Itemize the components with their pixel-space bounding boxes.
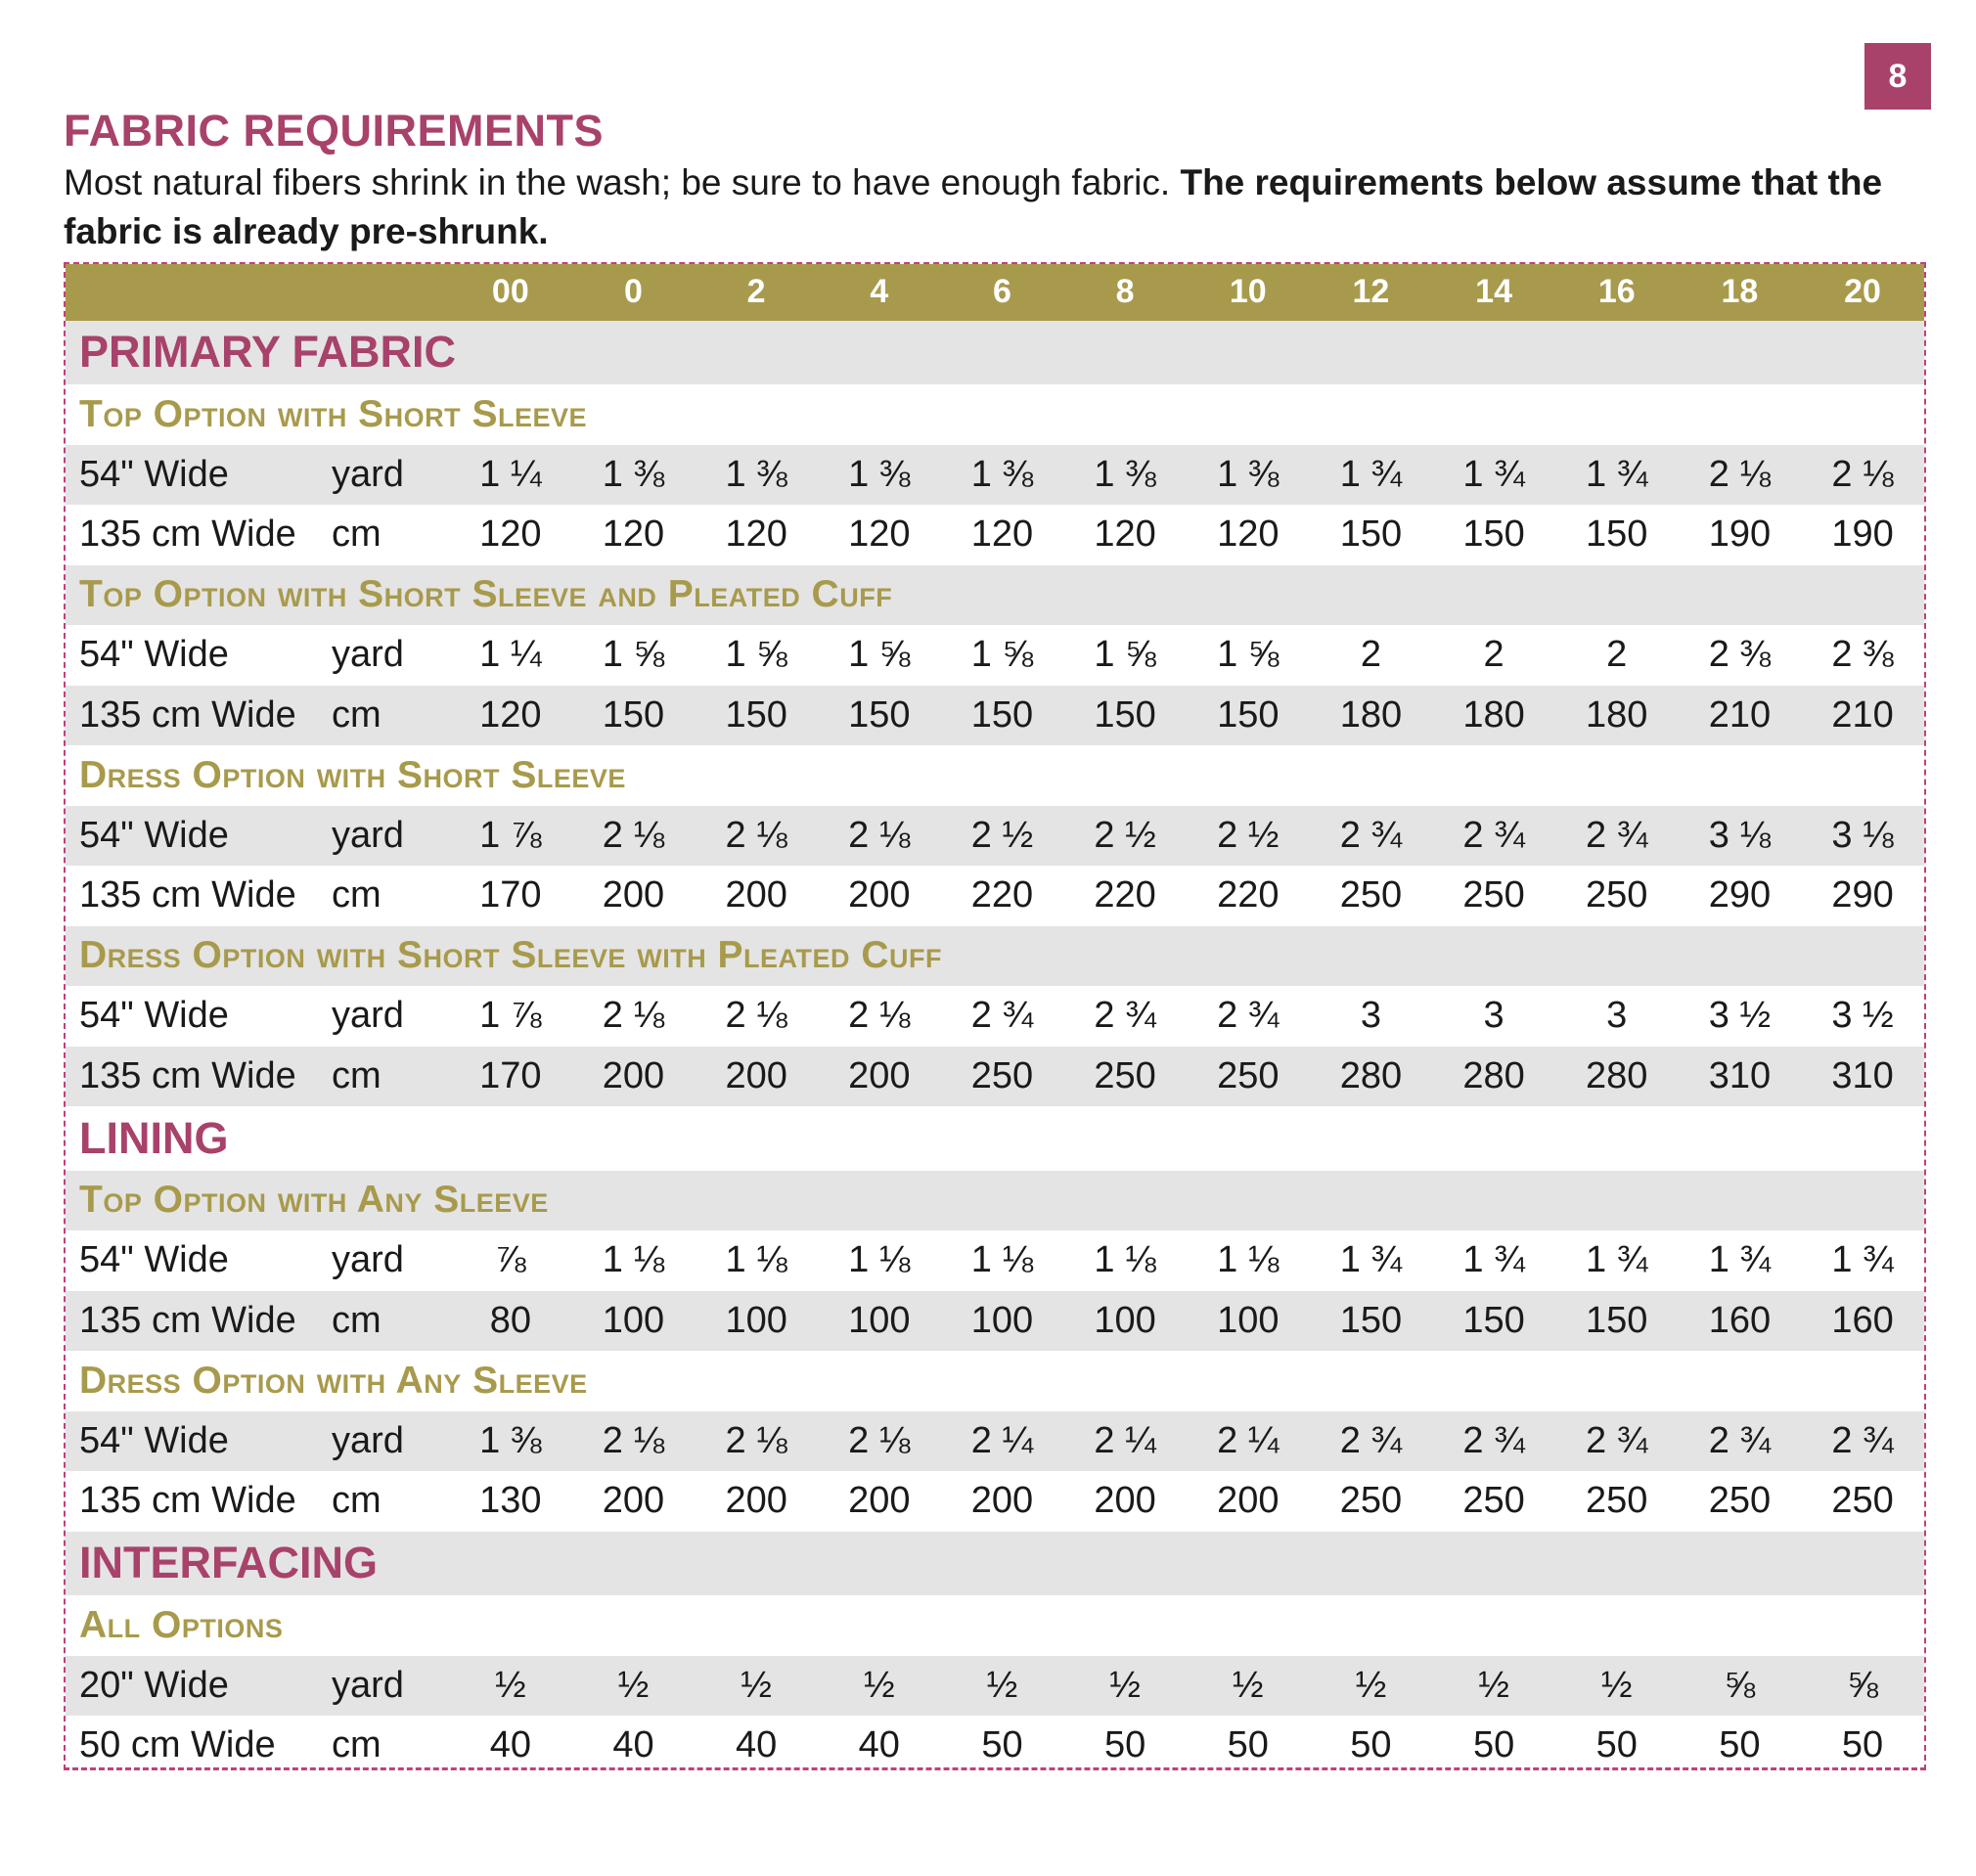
value-cell: 100 — [970, 1299, 1034, 1341]
value-cell: 2 ¾ — [1462, 814, 1525, 856]
value-cell: 180 — [1339, 693, 1403, 736]
value-cell: 120 — [848, 514, 911, 556]
table-row — [66, 445, 1924, 506]
value-cell: 150 — [1586, 1299, 1648, 1341]
value-cell: 1 ⅜ — [1094, 453, 1156, 495]
value-cell: 1 ¾ — [1462, 453, 1525, 495]
value-cell: 1 ⅝ — [1094, 634, 1156, 676]
option-row — [66, 565, 1924, 626]
section-row — [66, 1532, 1924, 1596]
value-cell: 220 — [970, 874, 1034, 916]
value-cell: 3 ⅛ — [1708, 814, 1772, 856]
value-cell: 2 ⅜ — [1708, 634, 1772, 676]
width-label: 54" Wide — [79, 995, 229, 1037]
value-cell: 40 — [858, 1724, 900, 1766]
size-header-cell: 0 — [624, 273, 643, 311]
value-cell: 1 ¾ — [1586, 453, 1648, 495]
size-header-cell: 4 — [870, 273, 889, 311]
value-cell: 1 ¾ — [1708, 1239, 1772, 1281]
unit-label: cm — [332, 693, 382, 736]
value-cell: 1 ⅞ — [479, 814, 542, 856]
value-cell: 290 — [1708, 874, 1772, 916]
value-cell: 210 — [1831, 693, 1894, 736]
value-cell: 100 — [1217, 1299, 1280, 1341]
value-cell: 1 ⅛ — [602, 1239, 665, 1281]
value-cell: 190 — [1708, 514, 1772, 556]
size-header-cell: 18 — [1721, 273, 1759, 311]
value-cell: 250 — [970, 1054, 1034, 1096]
intro-bold: The requirements below assume that the fabric is already pre-shrunk. — [64, 162, 1883, 251]
value-cell: 200 — [602, 1480, 665, 1522]
table-row — [66, 1716, 1924, 1776]
value-cell: ½ — [1109, 1664, 1141, 1706]
value-cell: 200 — [970, 1480, 1034, 1522]
value-cell: 1 ¾ — [1462, 1239, 1525, 1281]
value-cell: 160 — [1831, 1299, 1894, 1341]
page-number-badge: 8 — [1864, 43, 1931, 110]
intro-text — [64, 158, 1922, 256]
size-header-cell: 10 — [1229, 273, 1267, 311]
value-cell: 170 — [479, 874, 542, 916]
page-title: FABRIC REQUIREMENTS — [64, 106, 605, 156]
value-cell: 2 ⅛ — [725, 995, 787, 1037]
value-cell: 3 ½ — [1831, 995, 1894, 1037]
value-cell: 1 ⅝ — [1217, 634, 1280, 676]
value-cell: 120 — [1217, 514, 1280, 556]
value-cell: 2 ⅛ — [1831, 453, 1894, 495]
unit-label: cm — [332, 1054, 382, 1096]
value-cell: 290 — [1831, 874, 1894, 916]
option-heading: Dress Option with Short Sleeve with Pleated Cuff — [79, 934, 943, 977]
width-label: 50 cm Wide — [79, 1724, 276, 1766]
value-cell: ½ — [986, 1664, 1018, 1706]
option-row — [66, 926, 1924, 987]
option-row — [66, 1171, 1924, 1231]
value-cell: 2 ⅛ — [602, 814, 665, 856]
value-cell: ½ — [494, 1664, 526, 1706]
value-cell: 150 — [602, 693, 665, 736]
table-row — [66, 986, 1924, 1047]
value-cell: 2 ¾ — [1339, 814, 1403, 856]
value-cell: 2 ¾ — [1831, 1419, 1894, 1461]
width-label: 135 cm Wide — [79, 1054, 296, 1096]
unit-label: yard — [332, 634, 404, 676]
value-cell: 2 — [1360, 634, 1381, 676]
value-cell: 2 — [1483, 634, 1504, 676]
value-cell: 2 ⅛ — [848, 995, 911, 1037]
value-cell: 250 — [1094, 1054, 1156, 1096]
value-cell: 2 ½ — [1094, 814, 1156, 856]
value-cell: 2 ½ — [970, 814, 1034, 856]
value-cell: 1 ⅝ — [970, 634, 1034, 676]
value-cell: 3 — [1483, 995, 1504, 1037]
unit-label: yard — [332, 453, 404, 495]
unit-label: yard — [332, 814, 404, 856]
value-cell: 250 — [1217, 1054, 1280, 1096]
value-cell: 2 ¾ — [1708, 1419, 1772, 1461]
option-row — [66, 1595, 1924, 1656]
value-cell: 2 ⅛ — [1708, 453, 1772, 495]
value-cell: 250 — [1831, 1480, 1894, 1522]
value-cell: 100 — [602, 1299, 665, 1341]
value-cell: 1 ¾ — [1339, 1239, 1403, 1281]
size-header-cell: 16 — [1597, 273, 1636, 311]
value-cell: 200 — [725, 874, 787, 916]
value-cell: 150 — [1462, 1299, 1525, 1341]
value-cell: 2 ⅛ — [602, 1419, 665, 1461]
value-cell: 1 ⅞ — [479, 995, 542, 1037]
table-row — [66, 1411, 1924, 1472]
width-label: 54" Wide — [79, 814, 229, 856]
value-cell: 150 — [1462, 514, 1525, 556]
option-heading: Dress Option with Short Sleeve — [79, 753, 626, 796]
section-row — [66, 321, 1924, 385]
value-cell: 1 ⅛ — [725, 1239, 787, 1281]
value-cell: 200 — [725, 1480, 787, 1522]
value-cell: 280 — [1462, 1054, 1525, 1096]
value-cell: 40 — [489, 1724, 531, 1766]
width-label: 135 cm Wide — [79, 1299, 296, 1341]
value-cell: 1 ¾ — [1339, 453, 1403, 495]
value-cell: 2 ⅛ — [725, 814, 787, 856]
table-row — [66, 866, 1924, 926]
value-cell: 310 — [1831, 1054, 1894, 1096]
value-cell: 1 ⅜ — [1217, 453, 1280, 495]
width-label: 54" Wide — [79, 1419, 229, 1461]
table-row — [66, 625, 1924, 686]
value-cell: 150 — [1339, 514, 1403, 556]
value-cell: 50 — [981, 1724, 1023, 1766]
width-label: 135 cm Wide — [79, 874, 296, 916]
value-cell: 150 — [1094, 693, 1156, 736]
value-cell: 200 — [1217, 1480, 1280, 1522]
value-cell: 2 ¾ — [1339, 1419, 1403, 1461]
value-cell: 1 ⅝ — [725, 634, 787, 676]
option-heading: All Options — [79, 1603, 284, 1646]
unit-label: cm — [332, 1724, 382, 1766]
option-heading: Top Option with Short Sleeve — [79, 392, 588, 435]
value-cell: 250 — [1339, 874, 1403, 916]
value-cell: 2 — [1606, 634, 1628, 676]
value-cell: 2 ½ — [1217, 814, 1280, 856]
value-cell: 1 ⅛ — [970, 1239, 1034, 1281]
value-cell: 3 ½ — [1708, 995, 1772, 1037]
table-row — [66, 686, 1924, 746]
value-cell: 250 — [1708, 1480, 1772, 1522]
value-cell: 180 — [1462, 693, 1525, 736]
value-cell: 1 ¼ — [479, 634, 542, 676]
fabric-requirements-table — [64, 262, 1926, 1772]
value-cell: 1 ⅜ — [479, 1419, 542, 1461]
value-cell: 180 — [1586, 693, 1648, 736]
section-heading: LINING — [79, 1112, 229, 1163]
option-heading: Dress Option with Any Sleeve — [79, 1359, 588, 1402]
value-cell: 1 ¾ — [1586, 1239, 1648, 1281]
value-cell: 120 — [725, 514, 787, 556]
value-cell: 50 — [1103, 1724, 1146, 1766]
width-label: 20" Wide — [79, 1664, 229, 1706]
value-cell: 200 — [1094, 1480, 1156, 1522]
table-row — [66, 1291, 1924, 1352]
value-cell: 1 ⅜ — [848, 453, 911, 495]
value-cell: 150 — [970, 693, 1034, 736]
value-cell: 1 ¾ — [1831, 1239, 1894, 1281]
value-cell: 190 — [1831, 514, 1894, 556]
unit-label: cm — [332, 874, 382, 916]
value-cell: 170 — [479, 1054, 542, 1096]
size-header-cell: 12 — [1352, 273, 1390, 311]
value-cell: 3 — [1606, 995, 1628, 1037]
value-cell: 150 — [1586, 514, 1648, 556]
value-cell: 2 ¾ — [1094, 995, 1156, 1037]
value-cell: 1 ⅝ — [602, 634, 665, 676]
value-cell: 120 — [479, 693, 542, 736]
table-row — [66, 806, 1924, 867]
value-cell: 200 — [848, 1054, 911, 1096]
value-cell: 150 — [1339, 1299, 1403, 1341]
size-header-cell: 14 — [1475, 273, 1512, 311]
value-cell: 2 ¾ — [1586, 1419, 1648, 1461]
size-header-cell: 8 — [1115, 273, 1135, 311]
table-row — [66, 505, 1924, 565]
value-cell: 40 — [736, 1724, 778, 1766]
value-cell: 2 ¾ — [1462, 1419, 1525, 1461]
value-cell: 50 — [1350, 1724, 1392, 1766]
value-cell: 1 ⅜ — [602, 453, 665, 495]
value-cell: 3 ⅛ — [1831, 814, 1894, 856]
value-cell: 100 — [725, 1299, 787, 1341]
value-cell: 3 — [1360, 995, 1381, 1037]
value-cell: 200 — [602, 874, 665, 916]
value-cell: 250 — [1586, 874, 1648, 916]
value-cell: 2 ¾ — [1586, 814, 1648, 856]
width-label: 135 cm Wide — [79, 693, 296, 736]
value-cell: 1 ⅜ — [725, 453, 787, 495]
table-row — [66, 1230, 1924, 1291]
value-cell: 250 — [1462, 1480, 1525, 1522]
unit-label: yard — [332, 1419, 404, 1461]
value-cell: 50 — [1227, 1724, 1269, 1766]
value-cell: 2 ¼ — [1094, 1419, 1156, 1461]
value-cell: 250 — [1339, 1480, 1403, 1522]
size-header-cell: 20 — [1844, 273, 1881, 311]
value-cell: 220 — [1217, 874, 1280, 916]
value-cell: 80 — [489, 1299, 531, 1341]
value-cell: 100 — [848, 1299, 911, 1341]
value-cell: 100 — [1094, 1299, 1156, 1341]
value-cell: ½ — [1478, 1664, 1509, 1706]
value-cell: 130 — [479, 1480, 542, 1522]
value-cell: 2 ¾ — [970, 995, 1034, 1037]
value-cell: 120 — [1094, 514, 1156, 556]
option-row — [66, 745, 1924, 806]
value-cell: ⅝ — [1724, 1664, 1756, 1706]
unit-label: cm — [332, 1299, 382, 1341]
unit-label: yard — [332, 1664, 404, 1706]
option-row — [66, 384, 1924, 445]
value-cell: 2 ¼ — [1217, 1419, 1280, 1461]
value-cell: 2 ⅛ — [848, 814, 911, 856]
value-cell: 210 — [1708, 693, 1772, 736]
value-cell: ½ — [1600, 1664, 1633, 1706]
value-cell: 220 — [1094, 874, 1156, 916]
size-header-cell: 2 — [746, 273, 766, 311]
value-cell: 150 — [1217, 693, 1280, 736]
size-header-cell: 6 — [992, 273, 1011, 311]
section-heading: INTERFACING — [79, 1538, 379, 1588]
value-cell: 1 ¼ — [479, 453, 542, 495]
width-label: 135 cm Wide — [79, 514, 296, 556]
unit-label: yard — [332, 1239, 404, 1281]
value-cell: 150 — [848, 693, 911, 736]
unit-label: cm — [332, 1480, 382, 1522]
value-cell: 2 ¼ — [970, 1419, 1034, 1461]
value-cell: 200 — [602, 1054, 665, 1096]
unit-label: yard — [332, 995, 404, 1037]
unit-label: cm — [332, 514, 382, 556]
value-cell: 200 — [848, 1480, 911, 1522]
option-heading: Top Option with Any Sleeve — [79, 1179, 549, 1222]
value-cell: 2 ⅛ — [602, 995, 665, 1037]
option-row — [66, 1351, 1924, 1411]
value-cell: 50 — [1472, 1724, 1515, 1766]
value-cell: 2 ⅛ — [848, 1419, 911, 1461]
value-cell: 1 ⅛ — [1094, 1239, 1156, 1281]
value-cell: 2 ¾ — [1217, 995, 1280, 1037]
width-label: 135 cm Wide — [79, 1480, 296, 1522]
value-cell: ½ — [617, 1664, 650, 1706]
value-cell: ½ — [741, 1664, 772, 1706]
value-cell: 1 ⅛ — [848, 1239, 911, 1281]
value-cell: 120 — [970, 514, 1034, 556]
value-cell: 120 — [602, 514, 665, 556]
value-cell: 250 — [1586, 1480, 1648, 1522]
table-row — [66, 1471, 1924, 1532]
size-header-row — [66, 264, 1924, 321]
value-cell: 160 — [1708, 1299, 1772, 1341]
intro-normal: Most natural fibers shrink in the wash; be sure to have enough fabric. — [64, 162, 1181, 202]
value-cell: ½ — [1355, 1664, 1387, 1706]
value-cell: 50 — [1841, 1724, 1884, 1766]
width-label: 54" Wide — [79, 453, 229, 495]
value-cell: ⅞ — [494, 1239, 526, 1281]
width-label: 54" Wide — [79, 1239, 229, 1281]
value-cell: 250 — [1462, 874, 1525, 916]
table-row — [66, 1047, 1924, 1107]
value-cell: 280 — [1339, 1054, 1403, 1096]
value-cell: 120 — [479, 514, 542, 556]
size-header-cell: 00 — [491, 273, 529, 311]
value-cell: ⅝ — [1847, 1664, 1878, 1706]
value-cell: 1 ⅝ — [848, 634, 911, 676]
value-cell: 200 — [848, 874, 911, 916]
value-cell: 310 — [1708, 1054, 1772, 1096]
value-cell: 150 — [725, 693, 787, 736]
width-label: 54" Wide — [79, 634, 229, 676]
value-cell: 280 — [1586, 1054, 1648, 1096]
value-cell: 50 — [1719, 1724, 1761, 1766]
section-row — [66, 1106, 1924, 1171]
value-cell: 40 — [612, 1724, 654, 1766]
table-row — [66, 1656, 1924, 1717]
value-cell: ½ — [863, 1664, 895, 1706]
value-cell: 2 ⅜ — [1831, 634, 1894, 676]
value-cell: 50 — [1595, 1724, 1638, 1766]
value-cell: 200 — [725, 1054, 787, 1096]
option-heading: Top Option with Short Sleeve and Pleated Cuff — [79, 573, 893, 616]
value-cell: 1 ⅛ — [1217, 1239, 1280, 1281]
value-cell: ½ — [1232, 1664, 1264, 1706]
value-cell: 2 ⅛ — [725, 1419, 787, 1461]
section-heading: PRIMARY FABRIC — [79, 327, 457, 378]
value-cell: 1 ⅜ — [970, 453, 1034, 495]
